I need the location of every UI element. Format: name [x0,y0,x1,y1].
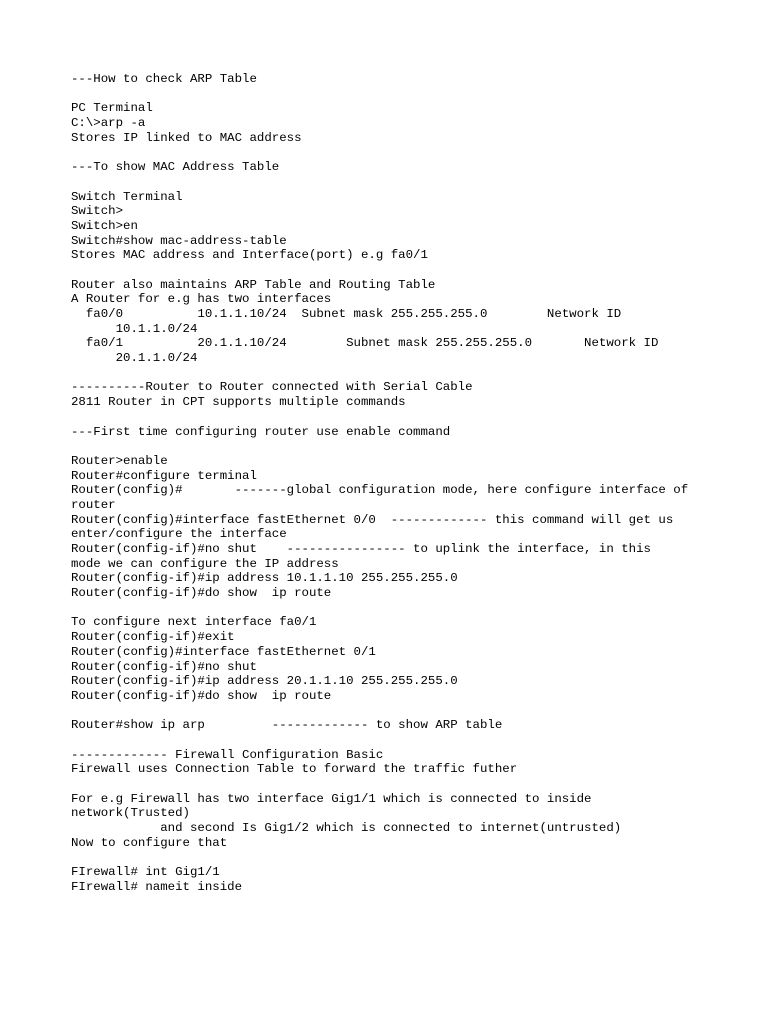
document-line: 20.1.1.0/24 [71,351,198,366]
document-line: Router>enable [71,453,168,468]
document-line: For e.g Firewall has two interface Gig1/1 which is connected to inside [71,791,592,806]
document-line: Router(config-if)#do show ip route [71,586,332,601]
document-line: Router(config-if)#no shut [71,659,257,674]
document-line: mode we can configure the IP address [71,556,339,571]
blank-line [71,366,711,381]
document-line: PC Terminal [71,101,153,116]
document-line: Router(config-if)#ip address 20.1.1.10 255.255.255.0 [71,674,458,689]
document-line: Switch>en [71,218,138,233]
document-line: enter/configure the interface [71,527,287,542]
document-body [71,72,711,895]
document-line: Router(config-if)#exit [71,630,235,645]
document-line: Router(config)# -------global configuration mode, here configure interface of [71,483,689,498]
document-line: FIrewall# int Gig1/1 [71,865,220,880]
document-line: Switch Terminal [71,189,183,204]
blank-line [71,439,711,454]
document-line: network(Trusted) [71,806,190,821]
blank-line [71,263,711,278]
document-line: and second Is Gig1/2 which is connected to internet(untrusted) [71,821,622,836]
document-line: Router(config)#interface fastEthernet 0/0 ------------- this command will get us [71,512,674,527]
blank-line [71,733,711,748]
document-line: Router(config)#interface fastEthernet 0/1 [71,644,376,659]
document-line: ---To show MAC Address Table [71,160,280,175]
document-line: To configure next interface fa0/1 [71,615,317,630]
document-line: fa0/0 10.1.1.10/24 Subnet mask 255.255.255.0 Network ID [71,307,622,321]
document-line: C:\>arp -a [71,116,146,131]
document-line: Firewall uses Connection Table to forward the traffic futher [71,762,518,777]
document-line: Stores IP linked to MAC address [71,130,302,145]
blank-line [71,87,711,102]
blank-line [71,777,711,792]
document-line: FIrewall# nameit inside [71,879,243,894]
blank-line [71,850,711,865]
document-line: ---How to check ARP Table [71,72,257,86]
document-line: Router also maintains ARP Table and Routing Table [71,277,436,292]
document-line: fa0/1 20.1.1.10/24 Subnet mask 255.255.255.0 Network ID [71,336,659,351]
blank-line [71,410,711,425]
blank-line [71,704,711,719]
document-line: Router(config-if)#ip address 10.1.1.10 255.255.255.0 [71,571,458,586]
document-line: Router(config-if)#do show ip route [71,688,332,703]
document-line: Router#show ip arp ------------- to show ARP table [71,718,503,733]
document-line: 2811 Router in CPT supports multiple commands [71,395,406,410]
document-line: Stores MAC address and Interface(port) e.g fa0/1 [71,248,428,263]
document-line: Router#configure terminal [71,468,257,483]
document-line: ---First time configuring router use enable command [71,424,451,439]
document-line: ------------- Firewall Configuration Basic [71,747,384,762]
document-line: Now to configure that [71,835,228,850]
document-line: ----------Router to Router connected with Serial Cable [71,380,473,395]
document-line: 10.1.1.0/24 [71,321,198,336]
document-line: Switch> [71,204,124,219]
blank-line [71,175,711,190]
document-line: Switch#show mac-address-table [71,233,287,248]
blank-line [71,145,711,160]
blank-line [71,601,711,616]
document-line: router [71,497,116,512]
document-line: Router(config-if)#no shut ---------------- to uplink the interface, in this [71,542,651,556]
document-line: A Router for e.g has two interfaces [71,292,332,307]
